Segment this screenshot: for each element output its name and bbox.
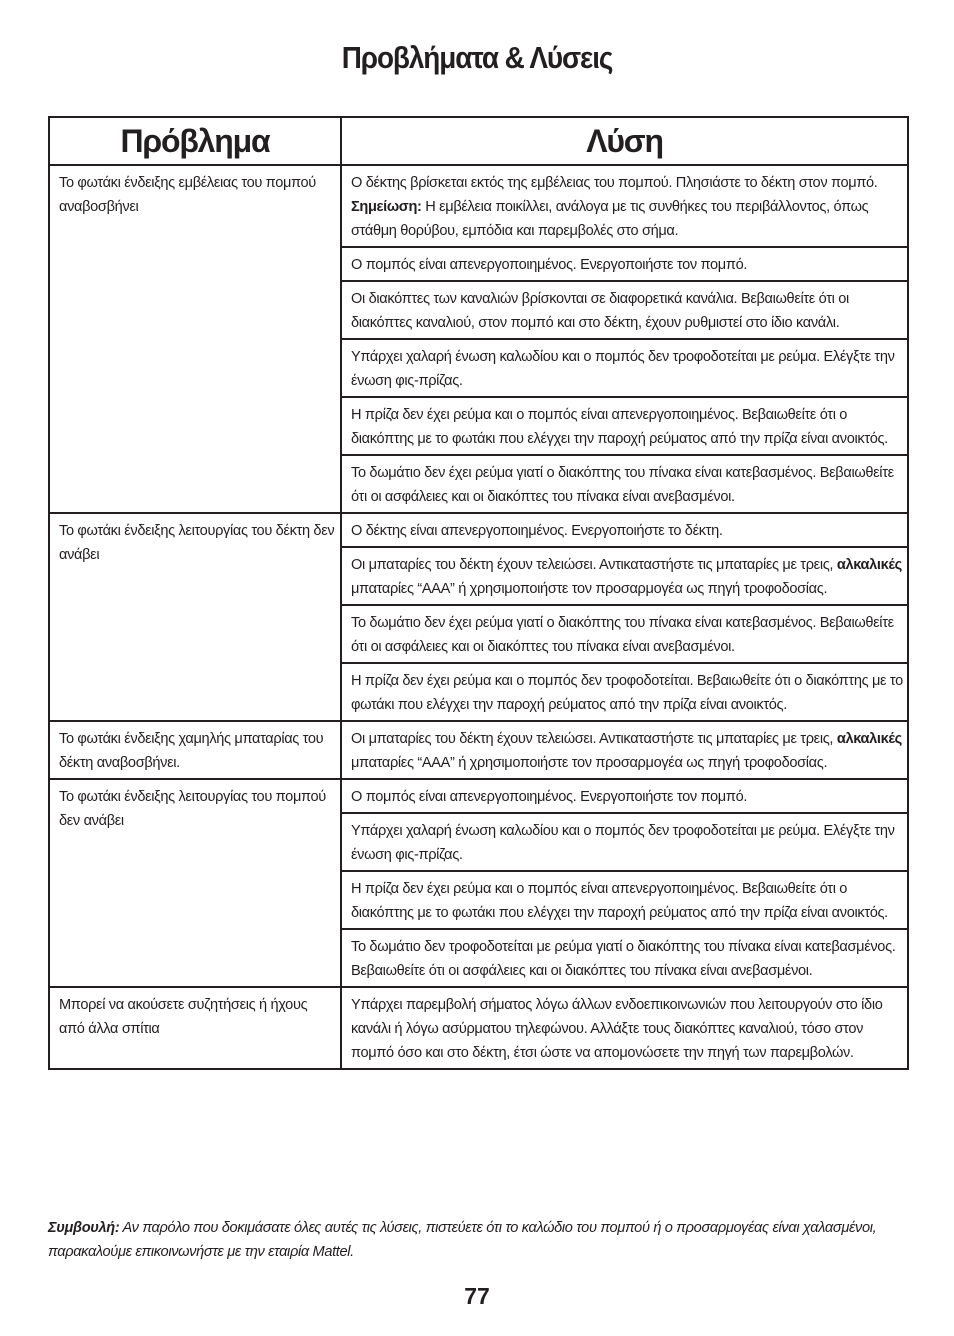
solution-text: Η πρίζα δεν έχει ρεύμα και ο πομπός δεν τροφοδοτείται. Βεβαιωθείτε ότι ο διακόπτης με το φωτάκι που ελέγχει την παροχή ρεύματος από την πρίζα είναι ανοικτός. — [351, 673, 903, 713]
solution-text: Υπάρχει χαλαρή ένωση καλωδίου και ο πομπός δεν τροφοδοτείται με ρεύμα. Ελέγξτε την ένωση φις-πρίζας. — [351, 349, 895, 389]
header-solution: Λύση — [341, 117, 908, 165]
solution-cell — [341, 397, 908, 455]
solution-text: Η πρίζα δεν έχει ρεύμα και ο πομπός είναι απενεργοποιημένος. Βεβαιωθείτε ότι ο διακόπτης με το φωτάκι που ελέγχει την παροχή ρεύματος από την πρίζα είναι ανοικτός. — [351, 407, 888, 447]
table-row — [49, 987, 908, 1069]
solution-text: Οι μπαταρίες του δέκτη έχουν τελειώσει. Αντικαταστήστε τις μπαταρίες με τρεις, — [351, 731, 834, 747]
problem-cell: Το φωτάκι ένδειξης χαμηλής μπαταρίας του δέκτη αναβοσβήνει. — [49, 721, 341, 779]
solution-cell — [341, 987, 908, 1069]
solution-text-rest: μπαταρίες “AAA” ή χρησιμοποιήστε τον προσαρμογέα ως πηγή τροφοδοσίας. — [351, 581, 828, 597]
solution-cell — [341, 339, 908, 397]
page-title: Προβλήματα & Λύσεις — [341, 40, 613, 75]
tip-text: Αν παρόλο που δοκιμάσατε όλες αυτές τις λύσεις, πιστεύετε ότι το καλώδιο του πομπού ή ο προσαρμογέας είναι χαλασμένοι, παρακαλούμε επικοινωνήστε με την εταιρία Mattel. — [48, 1220, 877, 1260]
solution-cell — [341, 663, 908, 721]
solution-text: Ο πομπός είναι απενεργοποιημένος. Ενεργοποιήστε τον πομπό. — [351, 257, 748, 273]
solution-cell — [341, 247, 908, 281]
header-problem: Πρόβλημα — [49, 117, 341, 165]
problem-cell: Το φωτάκι ένδειξης λειτουργίας του πομπού δεν ανάβει — [49, 779, 341, 987]
solution-text-rest: Η εμβέλεια ποικίλλει, ανάλογα με τις συνθήκες του περιβάλλοντος, όπως στάθμη θορύβου, εμπόδια και παρεμβολές στο σήμα. — [351, 199, 869, 239]
tip-note — [48, 1216, 918, 1264]
problem-cell: Το φωτάκι ένδειξης λειτουργίας του δέκτη δεν ανάβει — [49, 513, 341, 721]
solution-cell — [341, 165, 908, 247]
solution-cell — [341, 929, 908, 987]
solution-text: Ο δέκτης είναι απενεργοποιημένος. Ενεργοποιήστε το δέκτη. — [351, 523, 723, 539]
solution-emphasis: αλκαλικές — [836, 557, 902, 573]
solution-cell — [341, 547, 908, 605]
page-number: 77 — [464, 1283, 490, 1309]
solution-text: Η πρίζα δεν έχει ρεύμα και ο πομπός είναι απενεργοποιημένος. Βεβαιωθείτε ότι ο διακόπτης με το φωτάκι που ελέγχει την παροχή ρεύματος από την πρίζα είναι ανοικτός. — [351, 881, 888, 921]
solution-text: Ο πομπός είναι απενεργοποιημένος. Ενεργοποιήστε τον πομπό. — [351, 789, 748, 805]
solution-cell — [341, 721, 908, 779]
tip-label: Συμβουλή: — [48, 1220, 120, 1236]
solution-cell — [341, 871, 908, 929]
problem-cell: Μπορεί να ακούσετε συζητήσεις ή ήχους από άλλα σπίτια — [49, 987, 341, 1069]
solution-text: Το δωμάτιο δεν έχει ρεύμα γιατί ο διακόπτης του πίνακα είναι κατεβασμένος. Βεβαιωθείτε ότι οι ασφάλειες και οι διακόπτες του πίνακα είναι ανεβασμένοι. — [351, 465, 894, 505]
solution-text: Οι διακόπτες των καναλιών βρίσκονται σε διαφορετικά κανάλια. Βεβαιωθείτε ότι οι διακόπτες καναλιού, στον πομπό και στο δέκτη, έχουν ρυθμιστεί στο ίδιο κανάλι. — [351, 291, 849, 331]
solution-cell — [341, 813, 908, 871]
solution-text: Ο δέκτης βρίσκεται εκτός της εμβέλειας του πομπού. Πλησιάστε το δέκτη στον πομπό. — [351, 175, 878, 191]
problem-cell: Το φωτάκι ένδειξης εμβέλειας του πομπού αναβοσβήνει — [49, 165, 341, 513]
solution-text: Το δωμάτιο δεν τροφοδοτείται με ρεύμα γιατί ο διακόπτης του πίνακα είναι κατεβασμένος. Βεβαιωθείτε ότι οι ασφάλειες και οι διακόπτες του πίνακα είναι ανεβασμένοι. — [351, 939, 896, 979]
solution-cell — [341, 605, 908, 663]
table-row — [49, 779, 908, 813]
table-row — [49, 513, 908, 547]
solution-text: Υπάρχει παρεμβολή σήματος λόγω άλλων ενδοεπικοινωνιών που λειτουργούν στο ίδιο κανάλι ή λόγω ασύρματου τηλεφώνου. Αλλάξτε τους διακόπτες καναλιού, τόσο στον πομπό όσο και στο δέκτη, έτσι ώστε να απομονώσετε την πηγή των παρεμβολών. — [351, 997, 883, 1061]
solution-cell — [341, 455, 908, 513]
troubleshooting-table — [48, 116, 909, 1070]
solution-cell — [341, 779, 908, 813]
table-header-row — [49, 117, 908, 165]
table-row — [49, 721, 908, 779]
solution-text: Οι μπαταρίες του δέκτη έχουν τελειώσει. Αντικαταστήστε τις μπαταρίες με τρεις, — [351, 557, 834, 573]
solution-text-rest: μπαταρίες “AAA” ή χρησιμοποιήστε τον προσαρμογέα ως πηγή τροφοδοσίας. — [351, 755, 828, 771]
solution-cell — [341, 281, 908, 339]
solution-emphasis: Σημείωση: — [351, 199, 422, 215]
solution-text: Υπάρχει χαλαρή ένωση καλωδίου και ο πομπός δεν τροφοδοτείται με ρεύμα. Ελέγξτε την ένωση φις-πρίζας. — [351, 823, 895, 863]
solution-cell — [341, 513, 908, 547]
table-body — [49, 165, 908, 1069]
solution-text: Το δωμάτιο δεν έχει ρεύμα γιατί ο διακόπτης του πίνακα είναι κατεβασμένος. Βεβαιωθείτε ότι οι ασφάλειες και οι διακόπτες του πίνακα είναι ανεβασμένοι. — [351, 615, 894, 655]
table-row — [49, 165, 908, 247]
solution-emphasis: αλκαλικές — [836, 731, 902, 747]
